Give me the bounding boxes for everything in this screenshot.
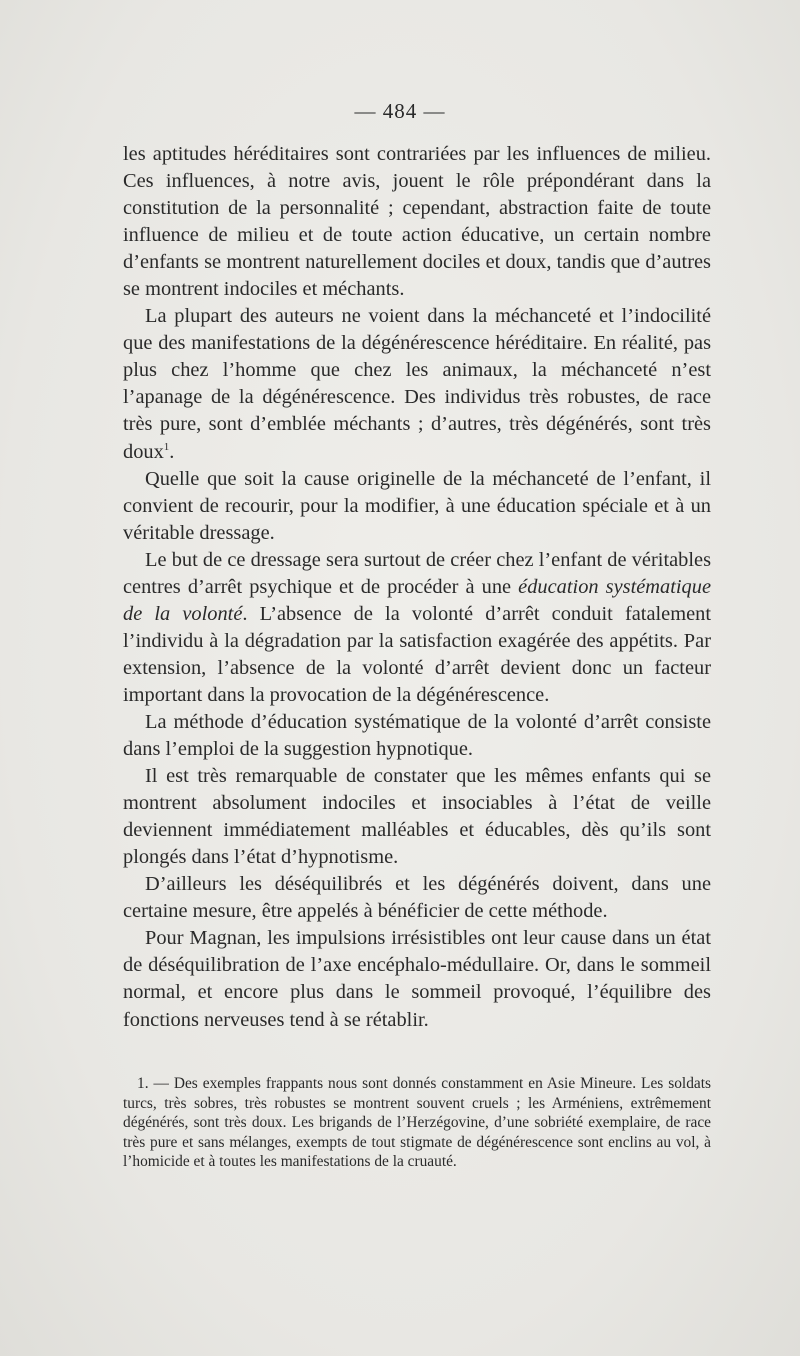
paragraph-text: Le but de ce dressage sera surtout de créer chez l’enfant de véritables centres d’arrêt psychique et de procéder à une (123, 548, 711, 598)
paragraph-text: La méthode d’éducation systématique de la volonté d’arrêt consiste dans l’emploi de la suggestion hypnotique. (123, 710, 711, 761)
paragraph-text: . L’absence de la volonté d’arrêt conduit fatalement l’individu à la dégradation par la satisfaction exagérée des appétits. Par extension, l’absence de la volonté d’arrêt devient donc un facteur important dans la provocation de la dégénérescence. (123, 602, 712, 706)
paragraph (123, 547, 711, 709)
paragraph-text: . (169, 440, 175, 463)
paragraph (123, 303, 711, 465)
paragraph-text: Pour Magnan, les impulsions irrésistibles ont leur cause dans un état de déséquilibration de l’axe encéphalo-médullaire. Or, dans le sommeil normal, et encore plus dans le sommeil provoqué, l’équilibre des fonctions nerveuses tend à se rétablir. (123, 927, 711, 1031)
paragraph-text: La plupart des auteurs ne voient dans la méchanceté et l’indocilité que des manifestations de la dégénérescence héréditaire. En réalité, pas plus chez l’homme que chez les animaux, la méchanceté n’est l’apanage de la dégénérescence. Des individus très robustes, de race très pure, sont d’emblée méchants ; d’autres, très dégénérés, sont très doux (123, 305, 711, 463)
paragraph (123, 763, 711, 871)
paragraph (123, 141, 711, 303)
paragraph-text: les aptitudes héréditaires sont contrariées par les influences de milieu. Ces influences, à notre avis, jouent le rôle prépondérant dans la constitution de la personnalité ; cependant, abstraction faite de toute influence de milieu et de toute action éducative, un certain nombre d’enfants se montrent naturellement dociles et doux, tandis que d’autres se montrent indociles et méchants. (123, 143, 711, 301)
paragraph (123, 466, 711, 547)
page-number: — 484 — (354, 99, 446, 123)
paragraph-text: Il est très remarquable de constater que les mêmes enfants qui se montrent absolument indociles et insociables à l’état de veille deviennent immédiatement malléables et éducables, dès qu’ils sont plongés dans l’état d’hypnotisme. (123, 765, 711, 869)
footnotes (123, 1074, 711, 1172)
footnote-ref: 1 (163, 440, 170, 453)
paragraph (123, 709, 711, 763)
footnote: 1. — Des exemples frappants nous sont donnés constamment en Asie Mineure. Les soldats turcs, très sobres, très robustes se montrent souvent cruels ; les Arméniens, extrêmement dégénérés, sont très doux. Les brigands de l’Herzégovine, d’une sobriété exemplaire, de race très pure et sans mélanges, exempts de tout stigmate de dégénérescence sont enclins au vol, à l’homicide et à toutes les manifestations de la cruauté. (123, 1075, 711, 1171)
paragraph-text: Quelle que soit la cause originelle de la méchanceté de l’enfant, il convient de recourir, pour la modifier, à une éducation spéciale et à un véritable dressage. (123, 467, 711, 544)
paragraph-text: D’ailleurs les déséquilibrés et les dégénérés doivent, dans une certaine mesure, être appelés à bénéficier de cette méthode. (123, 873, 711, 923)
paragraph (123, 925, 711, 1033)
body-text (123, 141, 711, 1034)
italic-text: éducation systématique de la volonté (123, 575, 711, 625)
paragraph (123, 871, 711, 925)
